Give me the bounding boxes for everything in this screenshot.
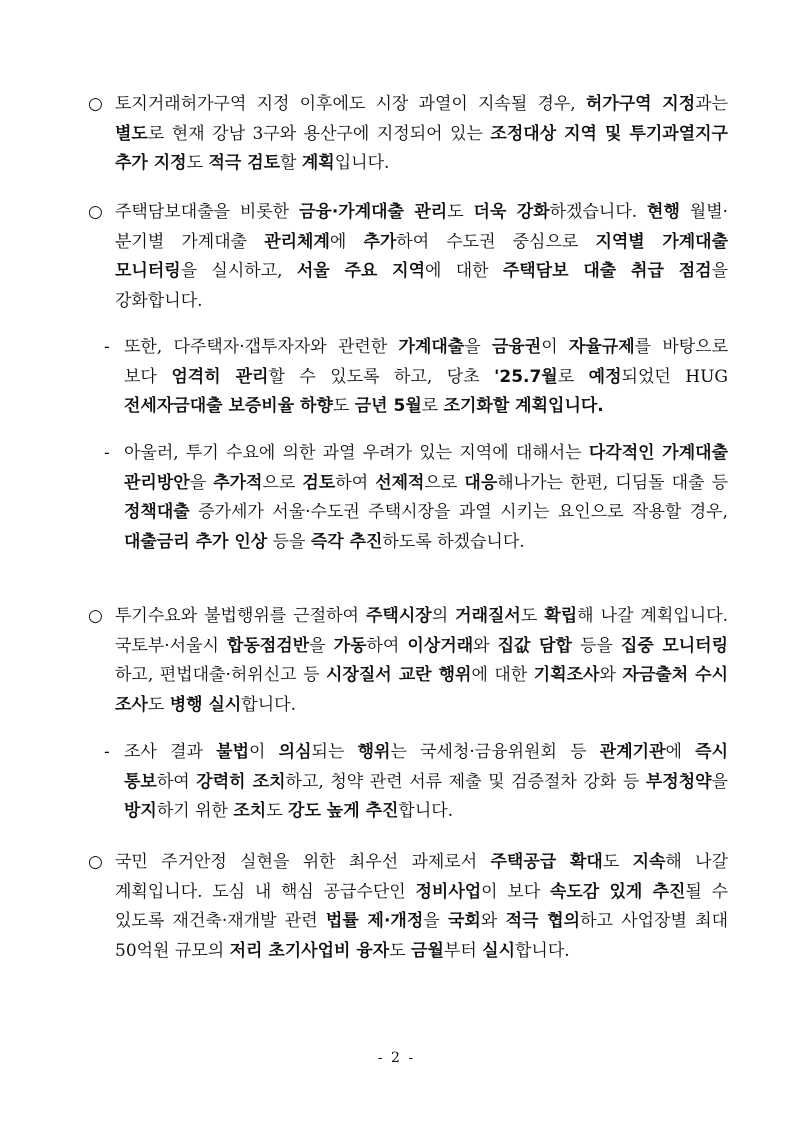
bold-run: 허가구역 지정	[585, 94, 696, 114]
bold-run: '25.7월	[494, 366, 558, 387]
bold-run: 금년 5월	[354, 396, 422, 416]
text-run: 을 실시하고,	[180, 261, 297, 281]
bold-run: 조기화할 계획입니다.	[443, 396, 604, 416]
paragraph-body	[124, 333, 728, 422]
paragraph-market-order	[88, 602, 728, 720]
text-run: 도	[332, 396, 355, 416]
bold-run: 더욱 강화	[473, 202, 550, 222]
text-run: 아울러, 투기 수요에 의한 과열 우려가 있는 지역에 대해서는	[124, 443, 589, 463]
text-run: 또한, 다주택자·갭투자자와 관련한	[124, 337, 399, 357]
circle-bullet: ○	[88, 606, 103, 626]
paragraph-loan-management	[88, 198, 728, 316]
text-run: 해 나갈 계획입니다. 국토부·서울시	[115, 606, 729, 656]
bold-run: 주택공급 확대	[490, 852, 603, 872]
text-run: 투기수요와 불법행위를 근절하여	[115, 606, 366, 626]
text-run: 해나가는 한편, 디딤돌 대출 등	[497, 472, 729, 493]
paragraph-body	[115, 90, 728, 179]
text-run: 이	[541, 337, 569, 357]
text-run: 등을	[571, 635, 621, 656]
bold-run: 별도	[115, 123, 148, 144]
text-run: 을	[423, 911, 448, 931]
text-run: 을	[309, 635, 334, 656]
circle-bullet: ○	[88, 94, 103, 114]
bold-run: 추가적	[213, 472, 263, 493]
text-run: 합니다.	[515, 940, 570, 961]
bold-run: 의심	[278, 742, 312, 762]
bold-run: 행위	[357, 742, 391, 762]
text-run: 을	[464, 337, 492, 357]
text-run: 의	[431, 606, 456, 626]
bold-run: 가동	[333, 635, 367, 656]
bold-run: 정비사업	[415, 881, 482, 902]
text-run: 도	[266, 801, 289, 821]
text-run: 를 바탕으로 보다	[124, 337, 729, 387]
bold-run: 주택시장	[366, 606, 432, 626]
bold-run: 합동점검반	[227, 635, 310, 656]
text-run: 이 보다	[481, 881, 550, 902]
bold-run: 불법	[216, 742, 250, 762]
paragraph-housing-supply	[88, 848, 728, 966]
text-run: 해 나갈 계획입니다. 도심 내 핵심 공급수단인	[115, 852, 728, 902]
bold-run: 법률 제·개정	[325, 911, 424, 931]
bold-run: 강도 높게 추진	[288, 801, 399, 821]
bold-run: 거래질서	[455, 606, 521, 626]
text-run: 을	[711, 771, 728, 792]
bold-run: 선제적	[375, 472, 425, 493]
text-run: 하고 사업장별 최대 50억원 규모의	[115, 911, 729, 961]
text-run: 주택담보대출을 비롯한	[115, 202, 299, 222]
text-run: 하여 수도권 중심으로	[396, 231, 596, 252]
bold-run: 대출금리 추가 인상	[124, 531, 268, 552]
bold-run: 적극 협의	[505, 911, 581, 931]
bold-run: 실시	[482, 940, 515, 961]
text-run: 도	[520, 606, 545, 626]
bold-run: 금월	[411, 940, 444, 961]
bold-run: 현행	[647, 202, 680, 222]
bold-run: 속도감 있게 추진	[549, 881, 686, 902]
bold-run: 집중 모니터링	[620, 635, 729, 656]
paragraph-body	[115, 198, 728, 316]
bold-run: 다각적인 가계대출 관리방안	[124, 443, 728, 493]
text-run: 도	[389, 940, 412, 961]
bold-run: 서울 주요 지역	[296, 261, 425, 281]
text-run: 와	[480, 911, 506, 931]
text-run: 하여	[366, 635, 408, 656]
bold-run: 부정청약	[645, 771, 712, 792]
text-run: 할	[280, 153, 302, 173]
bold-run: 가계대출	[398, 337, 465, 357]
text-run: 에 대한	[425, 261, 503, 281]
bold-run: 즉각 추진	[310, 531, 383, 552]
bold-run: 적극 검토	[208, 153, 281, 173]
text-run: 로 현재 강남 3구와 용산구에 지정되어 있는	[147, 123, 491, 144]
text-run: 하고, 편법대출·허위신고 등	[115, 665, 327, 685]
bold-run: 방지	[124, 801, 157, 821]
text-run: 도	[147, 694, 170, 715]
text-run: 토지거래허가구역 지정 이후에도 시장 과열이 지속될 경우,	[115, 94, 586, 114]
text-run: 을 강화합니다.	[115, 261, 728, 311]
text-run: 로	[421, 396, 444, 416]
text-run: 하여	[335, 472, 376, 493]
text-run: 로	[557, 366, 589, 387]
bold-run: 추가	[363, 231, 397, 252]
paragraph-body	[124, 738, 728, 827]
text-run: 하겠습니다.	[549, 202, 648, 222]
text-run: 와	[599, 665, 623, 685]
bold-run: 국회	[448, 911, 481, 931]
bold-run: 집값 담합	[497, 635, 572, 656]
bold-run: 즉시 통보	[124, 742, 729, 792]
bold-run: 기획조사	[533, 665, 600, 685]
text-run: 와	[473, 635, 498, 656]
bold-run: 조정대상 지역 및 투기과열지구 추가 지정	[115, 123, 728, 173]
text-run: 하기 위한	[156, 801, 234, 821]
text-run: 등을	[267, 531, 311, 552]
bold-run: 검토	[302, 472, 336, 493]
text-run: 합니다.	[241, 694, 296, 715]
circle-bullet: ○	[88, 202, 103, 222]
text-run: 이	[249, 742, 279, 762]
circle-bullet: ○	[88, 852, 103, 872]
text-run: 합니다.	[398, 801, 454, 821]
bold-run: 예정	[588, 366, 622, 387]
bold-run: 대응	[464, 472, 498, 493]
text-run: 에	[329, 231, 364, 252]
bold-run: 자율규제	[568, 337, 635, 357]
text-run: 으로	[424, 472, 465, 493]
bold-run: 시장질서 교란 행위	[326, 665, 472, 685]
text-run: 되었던 HUG	[621, 366, 729, 387]
bold-run: 엄격히 관리	[171, 366, 269, 387]
text-run: 을	[189, 472, 214, 493]
text-run: 도	[186, 153, 209, 173]
bold-run: 금융·가계대출 관리	[298, 202, 448, 222]
text-run: 으로	[262, 472, 303, 493]
bold-run: 전세자금대출 보증비율 하향	[124, 396, 333, 416]
bold-run: 자금출처 수시 조사	[115, 665, 729, 715]
bold-run: 병행 실시	[169, 694, 242, 715]
bold-run: 조치	[233, 801, 267, 821]
bold-run: 주택담보 대출 취급 점검	[502, 261, 712, 281]
page-number: - 2 -	[377, 1050, 416, 1066]
text-run: 과는	[695, 94, 729, 114]
text-run: 도	[447, 202, 474, 222]
text-run: 에	[665, 742, 696, 762]
text-run: 는 국세청·금융위원회 등	[390, 742, 600, 762]
dash-bullet: -	[104, 742, 110, 762]
paragraph-body	[124, 439, 728, 557]
text-run: 하여	[156, 771, 197, 792]
bold-run: 금융권	[491, 337, 542, 357]
paragraph-body	[115, 848, 728, 966]
paragraph-body	[115, 602, 728, 720]
text-run: 월별·분기별 가계대출	[115, 202, 729, 252]
subparagraph-speculative-demand	[104, 439, 728, 557]
bold-run: 이상거래	[407, 635, 474, 656]
subparagraph-multi-homeowner	[104, 333, 728, 422]
text-run: 입니다.	[334, 153, 390, 173]
bold-run: 강력히 조치	[196, 771, 286, 792]
bold-run: 지역별 가계대출 모니터링	[115, 231, 729, 281]
text-run: 하고, 청약 관련 서류 제출 및 검증절차 강화 등	[285, 771, 646, 792]
text-run: 증가세가 서울·수도권 주택시장을 과열 시키는 요인으로 작용할 경우,	[189, 502, 728, 522]
bold-run: 확립	[544, 606, 578, 626]
text-run: 부터	[443, 940, 483, 961]
paragraph-land-permit	[88, 90, 728, 179]
bold-run: 정책대출	[124, 502, 190, 522]
text-run: 에 대한	[471, 665, 534, 685]
bold-run: 지속	[632, 852, 666, 872]
text-run: 될 수 있도록 재건축·재개발 관련	[115, 881, 729, 931]
dash-bullet: -	[104, 443, 110, 463]
bold-run: 계획	[301, 153, 335, 173]
text-run: 국민 주거안정 실현을 위한 최우선 과제로서	[115, 852, 491, 872]
subparagraph-investigation	[104, 738, 728, 827]
text-run: 되는	[311, 742, 358, 762]
bold-run: 관계기관	[599, 742, 666, 762]
bold-run: 저리 초기사업비 융자	[229, 940, 390, 961]
dash-bullet: -	[104, 337, 110, 357]
text-run: 하도록 하겠습니다.	[382, 531, 525, 552]
bold-run: 관리체계	[264, 231, 330, 252]
text-run: 도	[602, 852, 633, 872]
text-run: 조사 결과	[124, 742, 217, 762]
text-run: 할 수 있도록 하고, 당초	[268, 366, 495, 387]
